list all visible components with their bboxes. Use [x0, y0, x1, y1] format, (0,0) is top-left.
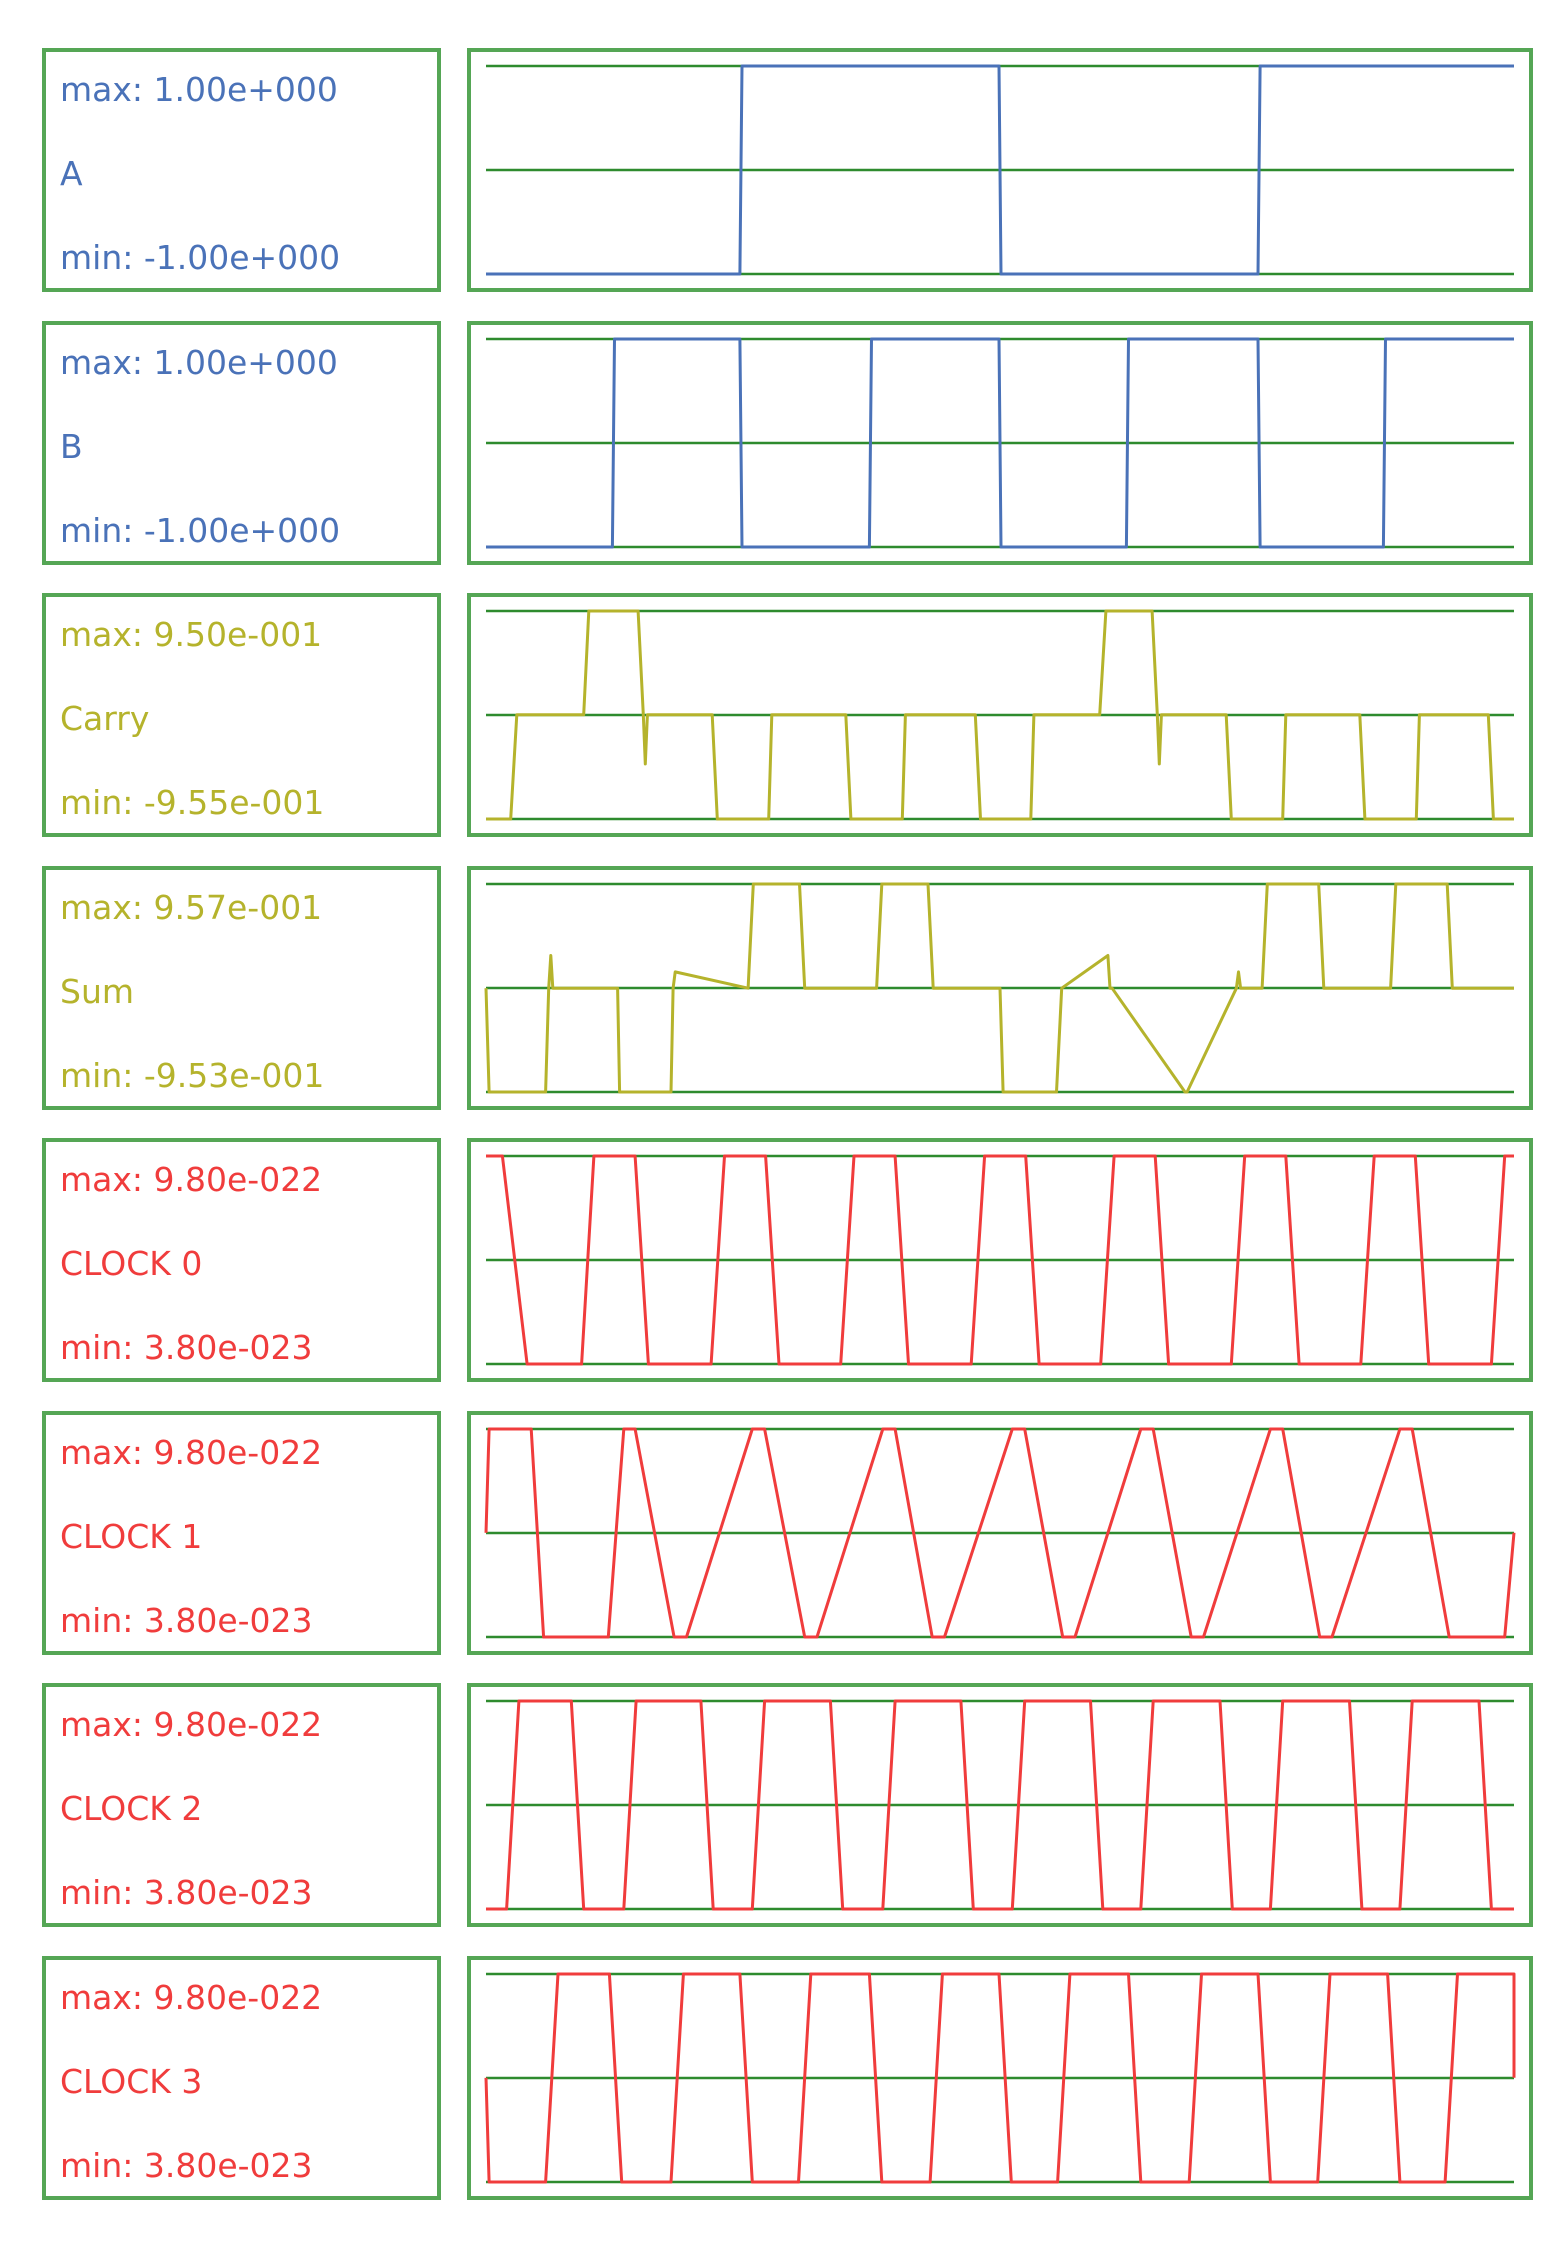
waveform-plot [471, 870, 1529, 1106]
signal-plot-panel-clock-0 [467, 1138, 1533, 1382]
signal-min-label: min: -1.00e+000 [60, 511, 341, 550]
signal-plot-panel-clock-3 [467, 1956, 1533, 2200]
signal-label-panel-sum [42, 866, 441, 1110]
waveform-plot [471, 1415, 1529, 1651]
signal-max-label: max: 1.00e+000 [60, 70, 338, 109]
signal-min-label: min: -1.00e+000 [60, 238, 341, 277]
signal-min-label: min: 3.80e-023 [60, 1601, 313, 1640]
waveform-plot [471, 325, 1529, 561]
signal-max-label: max: 9.80e-022 [60, 1160, 323, 1199]
signal-name: Sum [60, 972, 135, 1011]
signal-name: A [60, 154, 83, 193]
waveform-plot [471, 1142, 1529, 1378]
signal-plot-panel-carry [467, 593, 1533, 837]
waveform-plot [471, 1960, 1529, 2196]
signal-min-label: min: 3.80e-023 [60, 2146, 313, 2185]
signal-plot-panel-clock-1 [467, 1411, 1533, 1655]
signal-label-panel-clock-2 [42, 1683, 441, 1927]
signal-max-label: max: 9.80e-022 [60, 1978, 323, 2017]
signal-min-label: min: -9.55e-001 [60, 783, 325, 822]
signal-plot-panel-a [467, 48, 1533, 292]
waveform-plot [471, 597, 1529, 833]
signal-name: Carry [60, 699, 150, 738]
signal-label-panel-b [42, 321, 441, 565]
signal-min-label: min: -9.53e-001 [60, 1056, 325, 1095]
signal-max-label: max: 9.80e-022 [60, 1705, 323, 1744]
waveform-plot [471, 52, 1529, 288]
signal-max-label: max: 9.50e-001 [60, 615, 323, 654]
signal-label-panel-clock-3 [42, 1956, 441, 2200]
signal-name: CLOCK 1 [60, 1517, 203, 1556]
signal-label-panel-clock-0 [42, 1138, 441, 1382]
signal-name: B [60, 427, 83, 466]
signal-max-label: max: 1.00e+000 [60, 343, 338, 382]
signal-min-label: min: 3.80e-023 [60, 1328, 313, 1367]
signal-plot-panel-clock-2 [467, 1683, 1533, 1927]
signal-label-panel-a [42, 48, 441, 292]
signal-plot-panel-b [467, 321, 1533, 565]
signal-min-label: min: 3.80e-023 [60, 1873, 313, 1912]
signal-label-panel-clock-1 [42, 1411, 441, 1655]
signal-max-label: max: 9.57e-001 [60, 888, 323, 927]
waveform-plot [471, 1687, 1529, 1923]
signal-max-label: max: 9.80e-022 [60, 1433, 323, 1472]
signal-label-panel-carry [42, 593, 441, 837]
signal-name: CLOCK 0 [60, 1244, 203, 1283]
signal-name: CLOCK 2 [60, 1789, 203, 1828]
signal-plot-panel-sum [467, 866, 1533, 1110]
signal-name: CLOCK 3 [60, 2062, 203, 2101]
